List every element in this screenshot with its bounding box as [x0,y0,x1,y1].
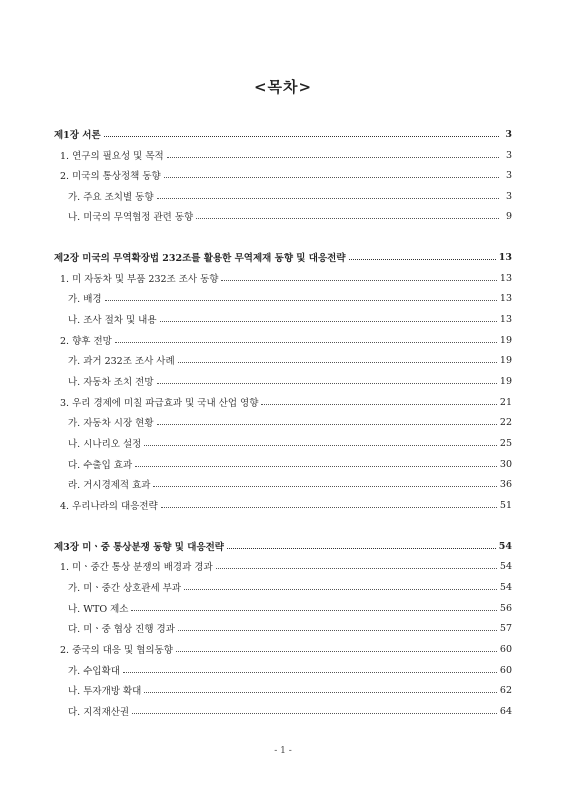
dot-leader [104,136,499,137]
toc-entry-label: 1. 연구의 필요성 및 목적 [60,151,164,162]
toc-entry-label: 가. 자동차 시장 현황 [68,418,154,429]
toc-entry-label: 1. 미 자동차 및 부품 232조 조사 동향 [60,274,219,285]
dot-leader [123,672,497,673]
toc-row[interactable] [54,352,512,368]
toc-page-number: 3 [505,169,512,181]
toc-row[interactable] [54,456,512,472]
toc-entry-label: 다. 수출입 효과 [68,460,133,471]
dot-leader [160,321,497,322]
toc-entry-label: 가. 주요 조치별 동향 [68,192,154,203]
toc-row[interactable] [54,167,512,183]
toc-page-number: 36 [499,478,512,490]
toc-row[interactable] [54,476,512,492]
toc-entry-label: 2. 미국의 통상정책 동향 [60,171,161,182]
toc-entry-label: 2. 중국의 대응 및 협의동향 [60,645,173,656]
dot-leader [216,568,497,569]
page-number-footer: - 1 - [274,746,292,756]
toc-page-number: 3 [505,149,512,161]
toc-row[interactable] [54,332,512,348]
toc-row[interactable] [54,620,512,636]
dot-leader [132,713,497,714]
toc-entry-label: 2. 향후 전망 [60,336,112,347]
toc-entry-label: 제1장 서론 [54,130,101,141]
toc-page-number: 13 [499,272,512,284]
toc-page-number: 19 [499,334,512,346]
toc-page-number: 64 [499,705,512,717]
toc-row[interactable] [54,394,512,410]
dot-leader [196,218,499,219]
toc-page-number: 13 [499,313,512,325]
toc-page-number: 9 [505,210,512,222]
toc-entry-label: 다. 지적재산권 [68,707,130,718]
dot-leader [161,507,497,508]
toc-page-number: 57 [499,622,512,634]
dot-leader [131,610,496,611]
toc-row[interactable] [54,682,512,698]
dot-leader [176,651,497,652]
dot-leader [184,589,497,590]
dot-leader [135,466,497,467]
toc-row[interactable] [54,435,512,451]
toc-entry-label: 3. 우리 경제에 미칠 파급효과 및 국내 산업 영향 [60,398,259,409]
toc-row[interactable] [54,600,512,616]
toc-row[interactable] [54,414,512,430]
toc-row[interactable] [54,270,512,286]
toc-page-number: 30 [499,458,512,470]
toc-entry-label: 4. 우리나라의 대응전략 [60,501,158,512]
toc-row[interactable] [54,147,512,163]
dot-leader [261,404,496,405]
dot-leader [115,342,497,343]
dot-leader [144,692,497,693]
toc-page-number: 19 [499,354,512,366]
toc-entry-label: 나. 조사 절차 및 내용 [68,315,157,326]
toc-entry-label: 나. 투자개방 확대 [68,686,142,697]
toc-page-number: 19 [499,375,512,387]
toc-row[interactable] [54,558,512,574]
toc-row[interactable] [54,249,512,265]
toc-entry-label: 제3장 미ㆍ중 통상분쟁 동향 및 대응전략 [54,542,224,553]
toc-page-number: 25 [499,437,512,449]
dot-leader [167,157,499,158]
toc-page-number: 54 [499,560,512,572]
dot-leader [157,383,497,384]
toc-row[interactable] [54,579,512,595]
toc-entry-label: 1. 미ㆍ중간 통상 분쟁의 배경과 경과 [60,562,213,573]
toc-page-number: 60 [499,643,512,655]
toc-entry-label: 가. 수입확대 [68,666,120,677]
dot-leader [349,259,496,260]
page-title: <목차> [253,78,313,96]
toc-page-number: 21 [499,396,512,408]
toc-row[interactable] [54,703,512,719]
toc-page-number: 56 [499,602,512,614]
dot-leader [178,630,497,631]
toc-row[interactable] [54,641,512,657]
dot-leader [153,486,496,487]
toc-row[interactable] [54,208,512,224]
toc-page-number: 22 [499,416,512,428]
toc-entry-label: 나. 시나리오 설정 [68,439,142,450]
dot-leader [221,280,496,281]
toc-row[interactable] [54,538,512,554]
toc-page-number: 60 [499,664,512,676]
toc-row[interactable] [54,188,512,204]
toc-page-number: 13 [499,292,512,304]
toc-page-number: 13 [498,251,512,263]
toc-row[interactable] [54,373,512,389]
toc-page-number: 62 [499,684,512,696]
toc-page-number: 3 [505,128,512,140]
dot-leader [105,300,497,301]
dot-leader [144,445,497,446]
toc-row[interactable] [54,290,512,306]
toc-row[interactable] [54,662,512,678]
toc-page-number: 3 [505,190,512,202]
dot-leader [157,198,500,199]
dot-leader [157,424,497,425]
toc-entry-label: 라. 거시경제적 효과 [68,480,151,491]
toc-entry-label: 나. 자동차 조치 전망 [68,377,154,388]
toc-entry-label: 나. 미국의 무역협정 관련 동향 [68,212,194,223]
toc-page-number: 51 [499,499,512,511]
toc-entry-label: 가. 미ㆍ중간 상호관세 부과 [68,583,182,594]
dot-leader [227,548,496,549]
toc-page-number: 54 [498,540,512,552]
toc-page-number: 54 [499,581,512,593]
toc-entry-label: 다. 미ㆍ중 협상 진행 경과 [68,624,175,635]
dot-leader [164,177,499,178]
dot-leader [178,362,497,363]
toc-entry-label: 가. 과거 232조 조사 사례 [68,356,175,367]
toc-entry-label: 가. 배경 [68,294,102,305]
toc-entry-label: 나. WTO 제소 [68,604,129,615]
toc-row[interactable] [54,311,512,327]
toc-entry-label: 제2장 미국의 무역확장법 232조를 활용한 무역제재 동향 및 대응전략 [54,253,346,264]
toc-row[interactable] [54,497,512,513]
toc-row[interactable] [54,126,512,142]
